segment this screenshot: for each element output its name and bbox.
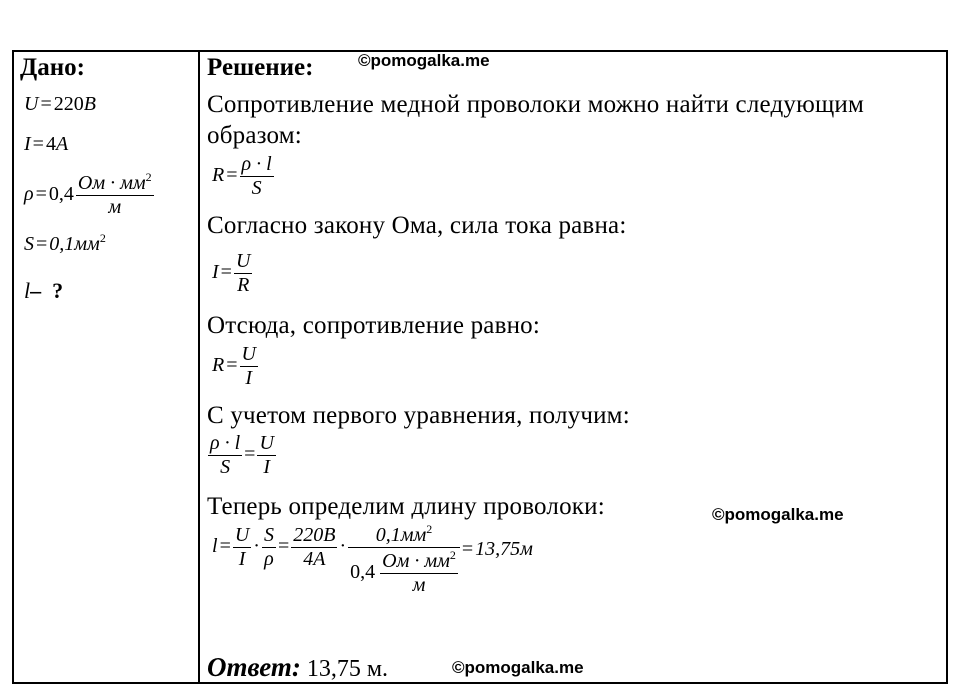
given-unknown: l– ? (24, 278, 64, 303)
solution-line-4: С учетом первого уравнения, получим: (207, 402, 630, 429)
given-resistivity: ρ = 0,4 $\frac{Ом \cdot мм^2}{м}$ (24, 170, 152, 218)
solution-header: Решение: (207, 54, 314, 81)
watermark-bottom: ©pomogalka.me (452, 658, 584, 677)
solution-line-1a: Сопротивление медной проволоки можно найти следующим (207, 91, 865, 118)
column-divider (198, 50, 200, 684)
given-area: $S = 0,1мм^2$ (24, 231, 106, 255)
solution-line-1b: образом: (207, 122, 302, 149)
solution-line-5: Теперь определим длину проволоки: (207, 493, 605, 520)
watermark-middle: ©pomogalka.me (712, 505, 844, 524)
given-header: Дано: (20, 54, 85, 81)
given-voltage: U = 220B (24, 93, 96, 115)
formula-ohms-law: I = $\frac{U}{R}$ (212, 250, 251, 296)
formula-resistance-ohm: R = $\frac{U}{I}$ (212, 343, 256, 389)
solution-line-2: Согласно закону Ома, сила тока равна: (207, 212, 627, 239)
watermark-top: ©pomogalka.me (358, 51, 490, 70)
given-current: I = 4A (24, 133, 69, 155)
formula-resistance-definition: R = $\frac{\rho \cdot l}{S}$ (212, 153, 272, 199)
solution-line-3: Отсюда, сопротивление равно: (207, 312, 541, 339)
formula-equation: $\frac{\rho \cdot l}{S}$ = $\frac{U}{I}$ (210, 432, 274, 478)
formula-length: l = $\frac{U}{I}$ · $\frac{S}{\rho}$ = $\frac{220B}{4A}$ · $0,1мм^2$ 0,4 $\frac{Ом \cdot мм^2}{м}$ = 13,75м (212, 522, 533, 596)
answer: Ответ: 13,75 м. (207, 652, 389, 682)
